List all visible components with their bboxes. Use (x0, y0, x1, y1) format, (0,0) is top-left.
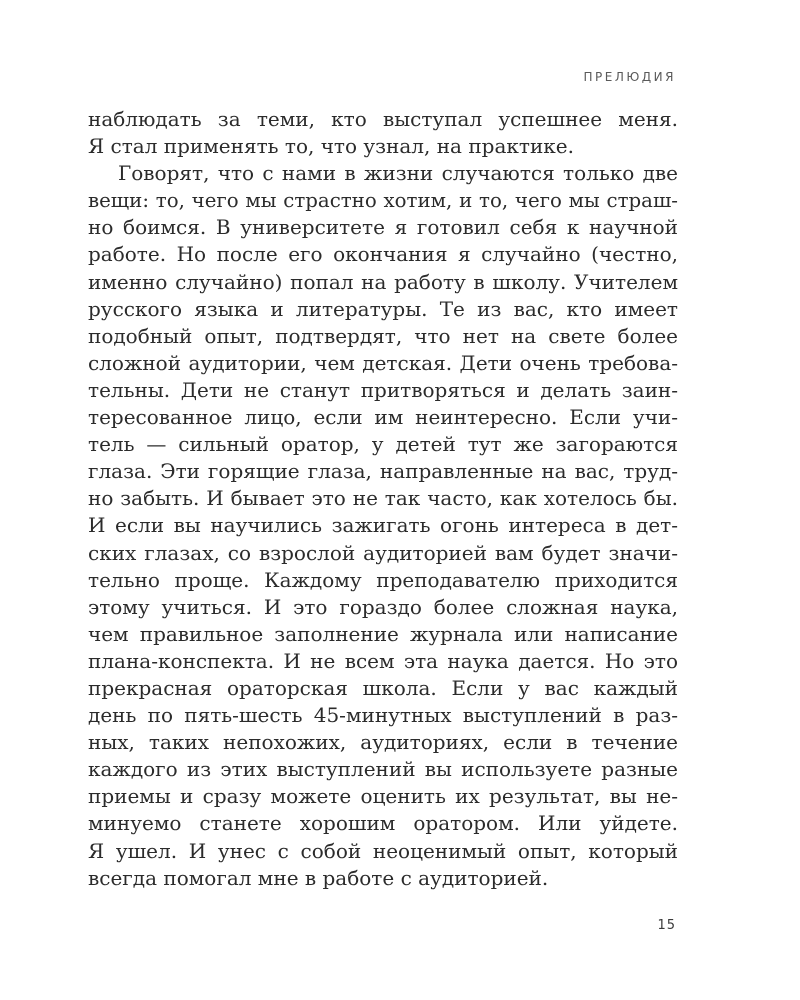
text-line: Я стал применять то, что узнал, на практике. (88, 134, 574, 159)
text-line: тересованное лицо, если им неинтересно. Если учи- (88, 405, 678, 430)
body-text (88, 106, 678, 892)
text-line: именно случайно) попал на работу в школу. Учителем (88, 269, 678, 294)
text-line: ных, таких непохожих, аудиториях, если в течение (88, 730, 678, 755)
text-line: тельно проще. Каждому преподавателю приходится (88, 567, 678, 592)
text-line: всегда помогал мне в работе с аудиторией. (88, 865, 549, 890)
text-line: Говорят, что с нами в жизни случаются только две (118, 161, 678, 186)
page-number: 15 (657, 918, 676, 933)
text-line: глаза. Эти горящие глаза, направленные на вас, труд- (88, 459, 678, 484)
text-line: но забыть. И бывает это не так часто, как хотелось бы. (88, 486, 678, 511)
text-line: прекрасная ораторская школа. Если у вас каждый (88, 675, 678, 700)
text-line: русского языка и литературы. Те из вас, кто имеет (88, 296, 678, 321)
text-line: сложной аудитории, чем детская. Дети очень требова- (88, 350, 678, 375)
text-line: наблюдать за теми, кто выступал успешнее меня. (88, 107, 678, 131)
text-line: день по пять-шесть 45-минутных выступлений в раз- (88, 703, 678, 728)
text-line: каждого из этих выступлений вы используете разные (88, 757, 678, 782)
text-line: но боимся. В университете я готовил себя к научной (88, 215, 678, 240)
text-line: вещи: то, чего мы страстно хотим, и то, чего мы страш- (88, 189, 678, 213)
text-line: тель — сильный оратор, у детей тут же загораются (88, 432, 678, 457)
paragraph-2 (88, 160, 678, 892)
text-line: работе. Но после его окончания я случайно (честно, (88, 242, 678, 267)
paragraph-1 (88, 106, 678, 160)
text-line: ских глазах, со взрослой аудиторией вам будет значи- (88, 540, 678, 565)
text-line: И если вы научились зажигать огонь интереса в дет- (88, 513, 678, 538)
text-line: этому учиться. И это гораздо более сложная наука, (88, 594, 678, 619)
text-line: плана-конспекта. И не всем эта наука дается. Но это (88, 648, 678, 673)
text-line: чем правильное заполнение журнала или написание (88, 621, 678, 646)
text-line: тельны. Дети не станут притворяться и делать заин- (88, 377, 678, 402)
running-head-title: ПРЕЛЮДИЯ (583, 70, 676, 84)
text-line: минуемо станете хорошим оратором. Или уйдете. (88, 811, 678, 836)
text-line: подобный опыт, подтвердят, что нет на свете более (88, 323, 678, 348)
text-line: Я ушел. И унес с собой неоценимый опыт, который (88, 838, 678, 863)
text-line: приемы и сразу можете оценить их результат, вы не- (88, 784, 678, 809)
